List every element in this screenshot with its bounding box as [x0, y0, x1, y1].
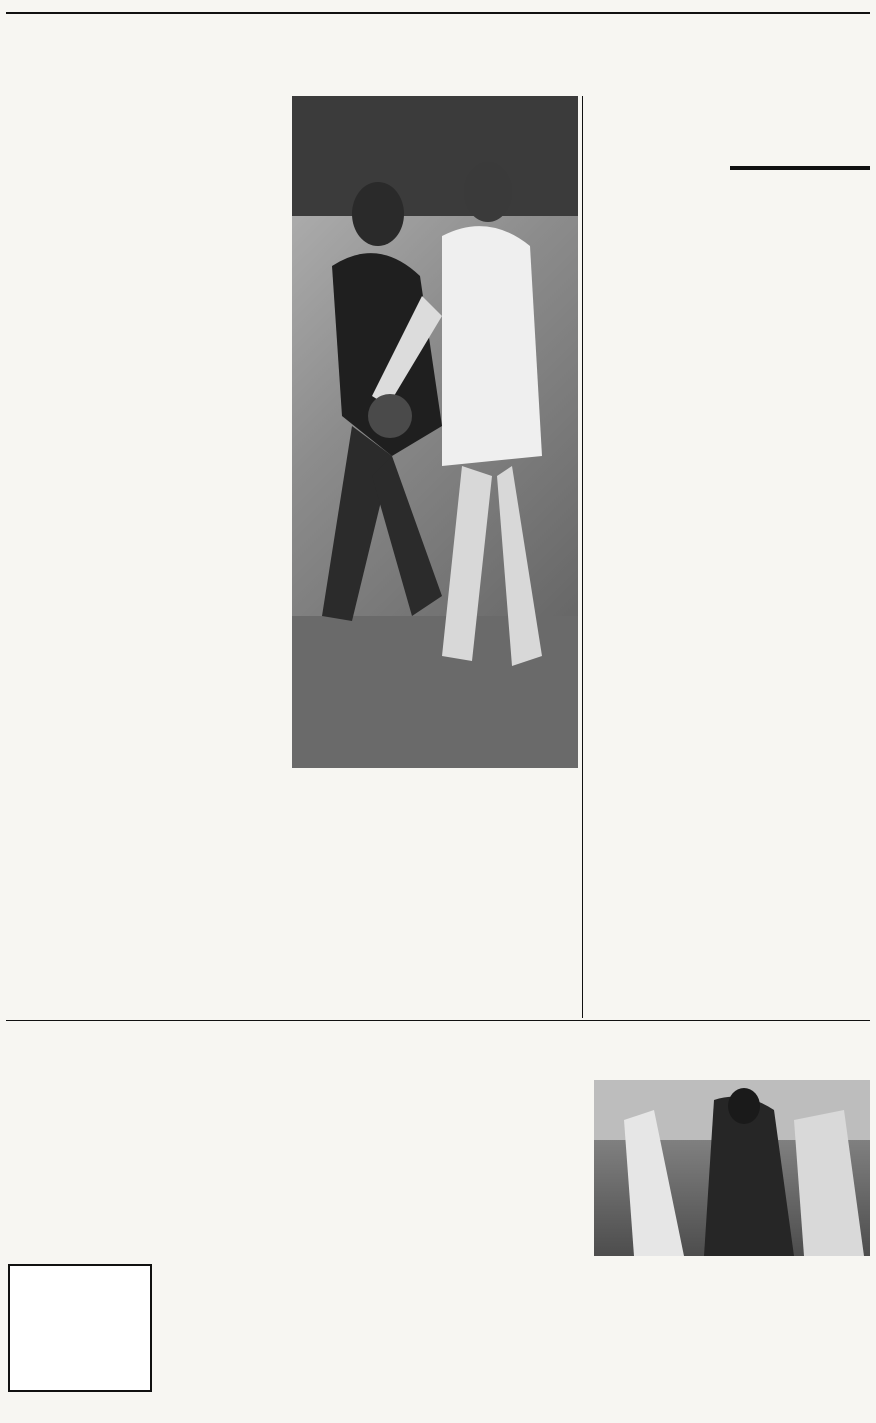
left-story-continuation	[292, 828, 578, 1016]
right-story-col2	[730, 198, 870, 1018]
right-story-col1	[586, 167, 724, 1017]
folio-rule	[6, 12, 870, 14]
mercy-col3	[300, 1080, 440, 1276]
section-rule	[6, 1020, 870, 1021]
leaky-roof-ad	[8, 1264, 152, 1392]
mercy-players	[594, 1080, 870, 1256]
mercy-col4	[447, 1080, 587, 1276]
banner-headline	[6, 34, 870, 92]
player-silhouette	[292, 96, 578, 768]
mercy-col2	[153, 1080, 293, 1276]
basketball-photo-mercy	[594, 1080, 870, 1256]
column-divider	[582, 96, 583, 1018]
left-story-body	[6, 158, 286, 656]
mercy-col1	[6, 1110, 146, 1262]
basketball-photo-franklin	[292, 96, 578, 768]
basketball-label	[730, 166, 870, 170]
